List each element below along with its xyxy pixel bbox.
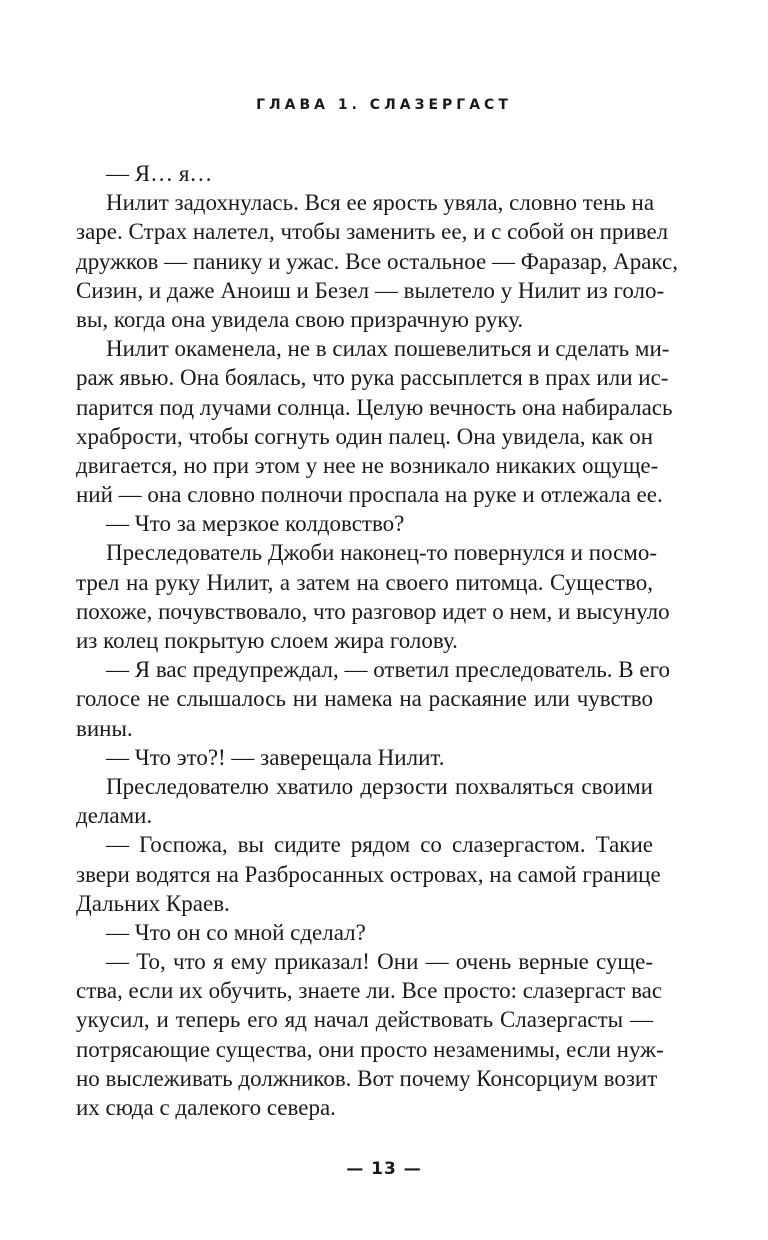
text-line: из колец покрытую слоем жира голову. [76,628,458,653]
text-line: — Я… я… [106,161,213,186]
text-line: — Я вас предупреждал, — ответил преследователь. В его [106,657,670,683]
text-line: вины. [76,715,133,741]
text-line: Преследователю хватило дерзости похваляться своими [106,773,653,799]
text-line: потрясающие существа, они просто незаменимы, если нуж- [76,1036,664,1062]
text-line: двигается, но при этом у нее не возникало никаких ощуще- [76,452,659,478]
text-line: парится под лучами солнца. Целую вечность она набиралась [76,394,673,420]
text-line: голосе не слышалось ни намека на раскаяние или чувство [76,686,653,712]
text-line: заре. Страх налетел, чтобы заменить ее, и с собой он привел [76,219,669,245]
text-line: Нилит окаменела, не в силах пошевелиться и сделать ми- [106,336,670,362]
text-line: вы, когда она увидела свою призрачную руку. [76,306,524,332]
text-line: укусил, и теперь его яд начал действовать Слазергасты — [76,1007,653,1033]
body-text [76,159,678,1122]
text-line: делами. [76,803,153,829]
text-line: Сизин, и даже Аноиш и Безел — вылетело у Нилит из голо- [76,277,665,303]
text-line: похоже, почувствовало, что разговор идет о нем, и высунуло [76,598,670,624]
text-line: храбрости, чтобы согнуть один палец. Она увидела, как он [76,423,654,449]
text-line: — То, что я ему приказал! Они — очень верные суще- [106,949,653,975]
text-line: — Что за мерзкое колдовство? [106,511,405,537]
text-line: — Госпожа, вы сидите рядом со слазергастом. Такие [106,832,653,858]
text-line: — Что это?! — заверещала Нилит. [106,744,445,770]
text-line: их сюда с далекого севера. [76,1095,336,1120]
text-line: Нилит задохнулась. Вся ее ярость увяла, словно тень на [106,190,655,216]
text-line: ний — она словно полночи проспала на руке и отлежала ее. [76,482,663,508]
text-line: трел на руку Нилит, а затем на своего питомца. Существо, [76,569,653,595]
page-number: — 13 — [346,1159,422,1179]
text-line: Преследователь Джоби наконец-то повернулся и посмо- [106,540,658,566]
text-line: — Что он со мной сделал? [106,919,366,945]
text-line: звери водятся на Разбросанных островах, на самой границе [76,861,661,887]
text-line: дружков — панику и ужас. Все остальное — Фаразар, Аракс, [76,248,678,274]
text-line: ства, если их обучить, знаете ли. Все просто: слазергаст вас [76,978,663,1004]
running-head: ГЛАВА 1. СЛАЗЕРГАСТ [256,97,512,113]
text-line: раж явью. Она боялась, что рука рассыплется в прах или ис- [76,365,669,391]
text-line: Дальних Краев. [76,890,230,916]
text-line: но выслеживать должников. Вот почему Консорциум возит [76,1065,658,1091]
